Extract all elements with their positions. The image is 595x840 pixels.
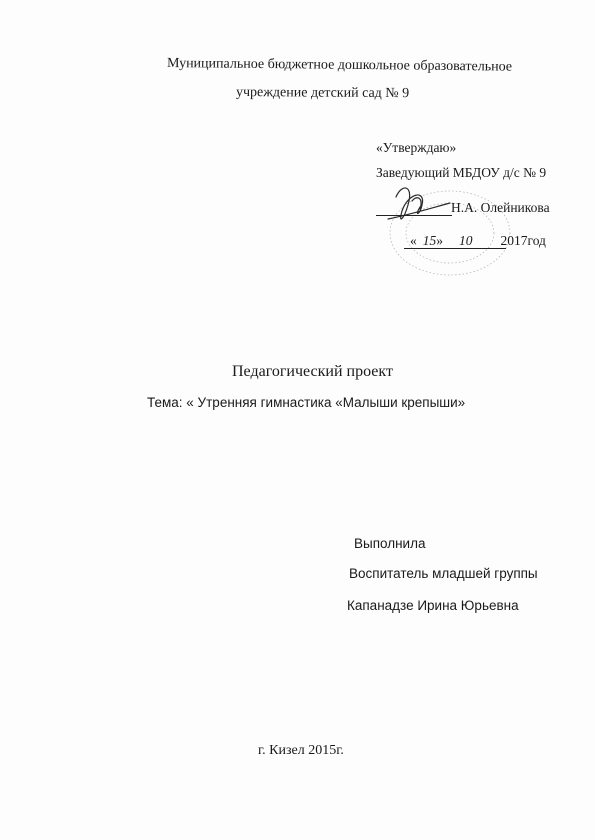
city-year: г. Кизел 2015г. [258,743,344,758]
date-close-quote: » [436,233,443,248]
approval-position: Заведующий МБДОУ д/с № 9 [376,165,547,180]
institution-name-line1: Муниципальное бюджетное дошкольное образовательное [166,56,513,75]
signature-line [376,215,452,216]
date-year: 2017год [500,233,546,248]
institution-name-line2: учреждение детский сад № 9 [235,85,410,102]
date-month: 10 [459,233,473,248]
author-name: Капанадзе Ирина Юрьевна [347,598,519,613]
project-title: Педагогический проект [232,363,393,380]
approval-date [410,234,546,248]
project-topic: Тема: « Утренняя гимнастика «Малыши крепыши» [147,395,466,410]
approval-heading: «Утверждаю» [376,140,457,155]
date-day: 15 [422,233,437,248]
date-open-quote: « [410,233,417,248]
author-position: Воспитатель младшей группы [349,566,538,581]
date-underline [404,248,506,249]
approval-signatory-name: Н.А. Олейникова [451,200,550,215]
stamp-signature-image [368,175,518,285]
author-label: Выполнила [354,536,426,551]
